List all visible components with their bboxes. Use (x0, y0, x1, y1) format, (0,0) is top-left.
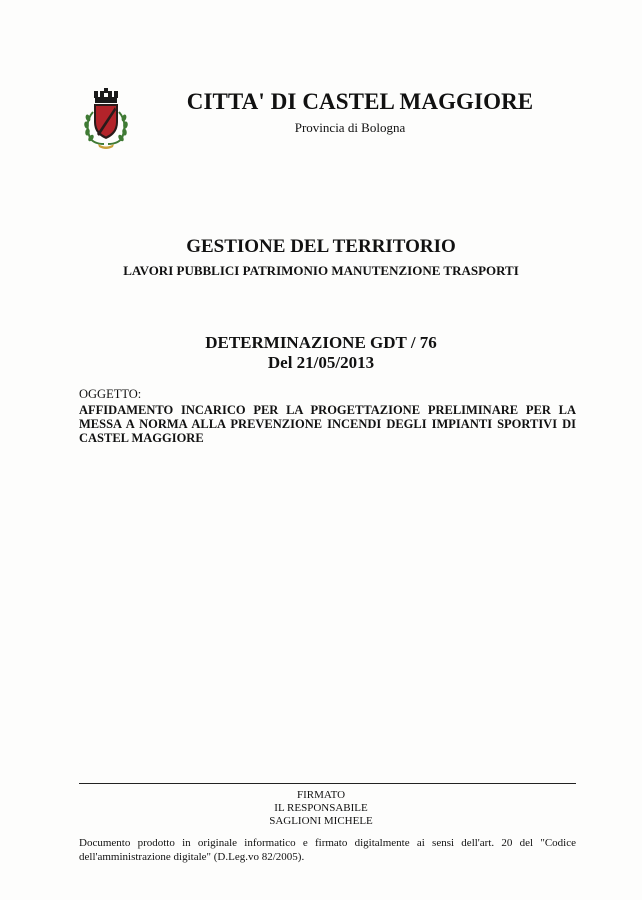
coat-of-arms-icon (80, 88, 132, 150)
determination-date: Del 21/05/2013 (267, 353, 375, 372)
signature-name: SAGLIONI MICHELE (269, 815, 373, 827)
signature-status: FIRMATO (296, 789, 346, 801)
city-title: CITTA' DI CASTEL MAGGIORE (186, 89, 534, 114)
province-label: Provincia di Bologna (294, 120, 406, 135)
department-title: GESTIONE DEL TERRITORIO (186, 236, 456, 257)
subject-text: AFFIDAMENTO INCARICO PER LA PROGETTAZIONE PRELIMINARE PER LA MESSA A NORMA ALLA PREVENZIONE INCENDI DEGLI IMPIANTI SPORTIVI DI CASTEL MAGGIORE (79, 403, 576, 445)
signature-block (0, 789, 642, 828)
determination-number: DETERMINAZIONE GDT / 76 (205, 333, 437, 352)
footer-note: Documento prodotto in originale informatico e firmato digitalmente ai sensi dell'art. 20 del "Codice dell'amministrazione digitale" (D.Leg.vo 82/2005). (79, 837, 576, 863)
signature-divider (79, 783, 576, 784)
signature-role: IL RESPONSABILE (274, 802, 368, 814)
department-subtitle: LAVORI PUBBLICI PATRIMONIO MANUTENZIONE TRASPORTI (123, 263, 519, 278)
subject-label: OGGETTO: (79, 387, 142, 401)
